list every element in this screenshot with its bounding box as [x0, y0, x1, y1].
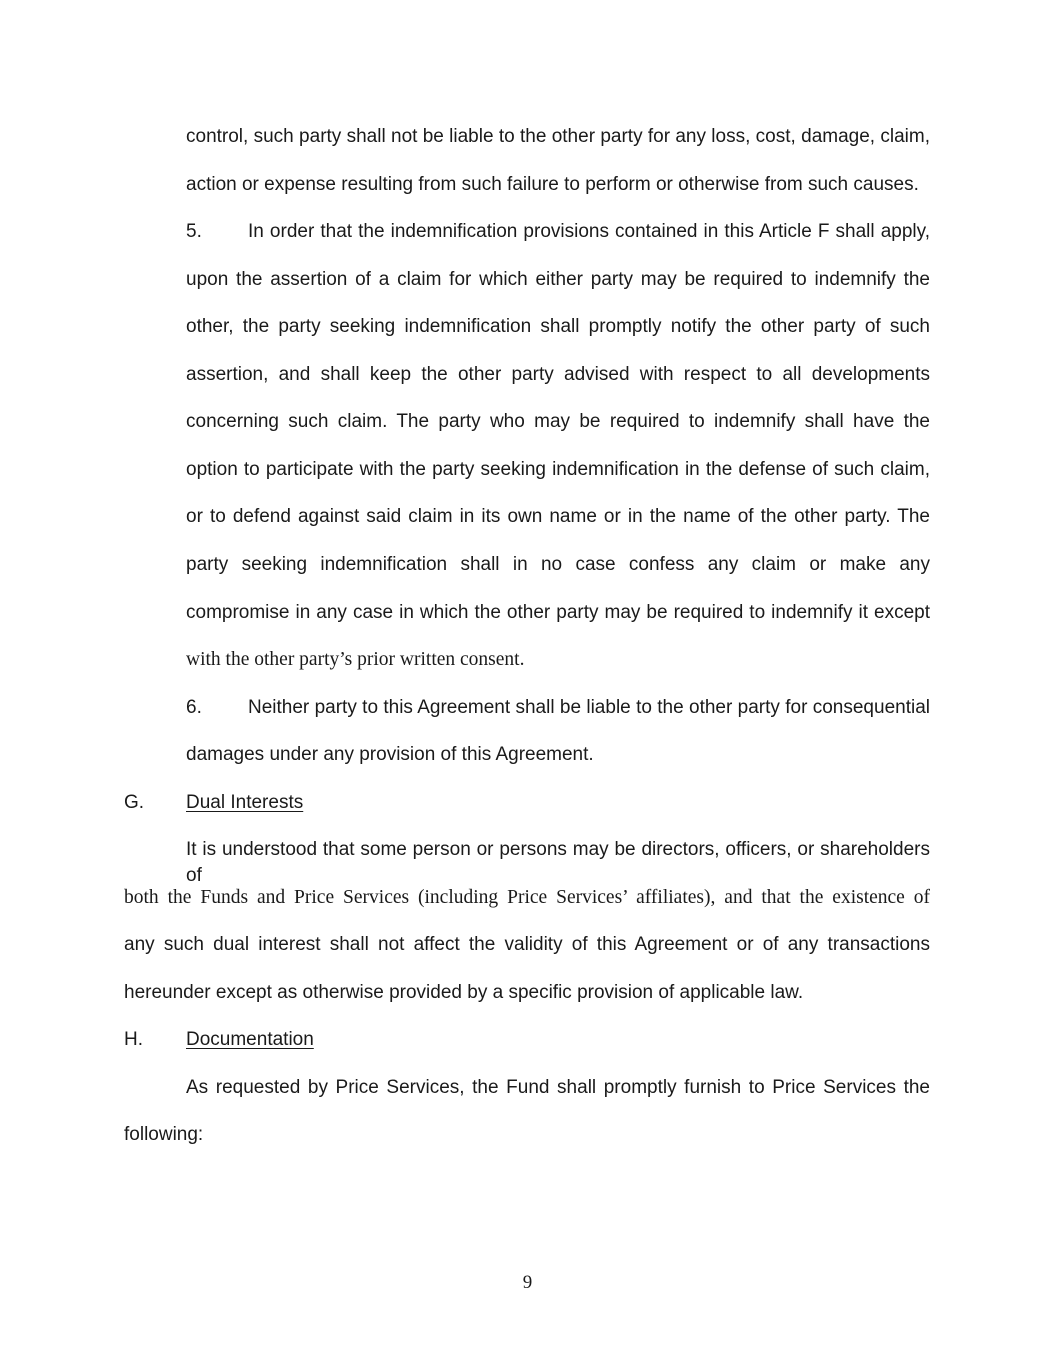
item-line: with the other party’s prior written consent. [186, 649, 525, 670]
paragraph-line: any such dual interest shall not affect the validity of this Agreement or of any transactions [124, 934, 930, 955]
item-line: damages under any provision of this Agreement. [186, 744, 594, 765]
paragraph-first-line: It is understood that some person or persons may be directors, officers, or shareholders of [186, 839, 930, 886]
paragraph-first-line: As requested by Price Services, the Fund shall promptly furnish to Price Services the [186, 1077, 930, 1098]
item-first-line: In order that the indemnification provisions contained in this Article F shall apply, [248, 221, 930, 242]
paragraph-line: control, such party shall not be liable to the other party for any loss, cost, damage, claim, [186, 126, 930, 147]
item-number: 6. [186, 697, 202, 718]
item-line: or to defend against said claim in its own name or in the name of the other party. The [186, 506, 930, 527]
paragraph-line: following: [124, 1124, 204, 1145]
item-line: upon the assertion of a claim for which either party may be required to indemnify the [186, 269, 930, 290]
section-heading: Documentation [186, 1029, 314, 1050]
item-line: assertion, and shall keep the other party advised with respect to all developments [186, 364, 930, 385]
paragraph-line: both the Funds and Price Services (including Price Services’ affiliates), and that the existence of [124, 887, 930, 908]
section-heading: Dual Interests [186, 792, 304, 813]
item-number: 5. [186, 221, 202, 242]
page-number: 9 [522, 1272, 533, 1293]
paragraph-line: action or expense resulting from such failure to perform or otherwise from such causes. [186, 174, 919, 195]
item-line: option to participate with the party seeking indemnification in the defense of such claim, [186, 459, 930, 480]
paragraph-line: hereunder except as otherwise provided by a specific provision of applicable law. [124, 982, 804, 1003]
item-line: concerning such claim. The party who may be required to indemnify shall have the [186, 411, 930, 432]
section-letter: G. [124, 792, 145, 813]
item-first-line: Neither party to this Agreement shall be liable to the other party for consequential [248, 697, 930, 718]
section-letter: H. [124, 1029, 143, 1050]
item-line: party seeking indemnification shall in no case confess any claim or make any [186, 554, 930, 575]
item-line: other, the party seeking indemnification shall promptly notify the other party of such [186, 316, 930, 337]
item-line: compromise in any case in which the other party may be required to indemnify it except [186, 602, 930, 623]
